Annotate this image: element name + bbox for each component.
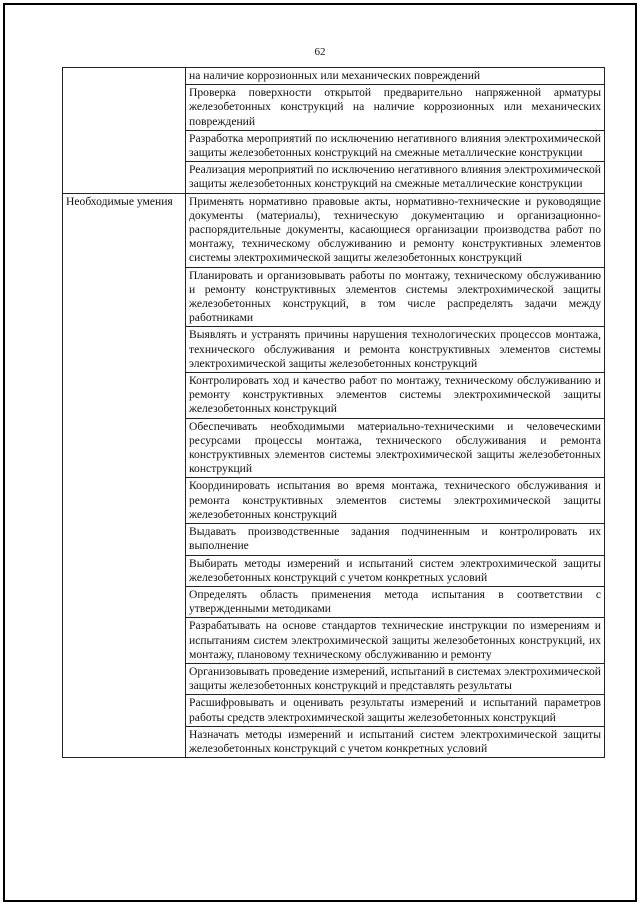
table-cell: Обеспечивать необходимыми материально-техническими и человеческими ресурсами процессы монтажа, технического обслуживания и ремонта конструктивных элементов системы электрохимической защиты железобетонных конструкций [186, 418, 605, 478]
table-cell: Расшифровывать и оценивать результаты измерений и испытаний параметров работы средств электрохимической защиты железобетонных конструкций [186, 695, 605, 726]
table-cell: Разрабатывать на основе стандартов технические инструкции по измерениям и испытаниям систем электрохимической защиты железобетонных конструкций, их монтажу, плановому техническому обслуживанию и ремонту [186, 618, 605, 664]
table-row [63, 68, 605, 85]
table-row [63, 193, 605, 267]
table-cell: Планировать и организовывать работы по монтажу, техническому обслуживанию и ремонту конструктивных элементов системы электрохимической защиты железобетонных конструкций, в том числе распределять задачи между работниками [186, 267, 605, 327]
table-cell: на наличие коррозионных или механических повреждений [186, 68, 605, 85]
table-cell: Выдавать производственные задания подчиненным и контролировать их выполнение [186, 524, 605, 555]
table-cell: Координировать испытания во время монтажа, технического обслуживания и ремонта конструктивных элементов системы электрохимической защиты железобетонных конструкций [186, 478, 605, 524]
requirements-table [62, 67, 605, 758]
table-cell: Проверка поверхности открытой предварительно напряженной арматуры железобетонных конструкций на наличие коррозионных или механических повреждений [186, 85, 605, 131]
table-cell: Применять нормативно правовые акты, нормативно-технические и руководящие документы (материалы), техническую документацию и организационно-распорядительные документы, касающиеся организации производства работ по монтажу, техническому обслуживанию и ремонту конструктивных элементов системы электрохимической защиты железобетонных конструкций [186, 193, 605, 267]
table-cell: Выявлять и устранять причины нарушения технологических процессов монтажа, технического обслуживания и ремонта конструктивных элементов системы электрохимической защиты железобетонных конструкций [186, 327, 605, 373]
table-cell: Реализация мероприятий по исключению негативного влияния электрохимической защиты железобетонных конструкций на смежные металлические конструкции [186, 162, 605, 193]
table-cell: Контролировать ход и качество работ по монтажу, техническому обслуживанию и ремонту конструктивных элементов системы электрохимической защиты железобетонных конструкций [186, 373, 605, 419]
table-cell: Организовывать проведение измерений, испытаний в системах электрохимической защиты железобетонных конструкций и представлять результаты [186, 663, 605, 694]
table-cell: Определять область применения метода испытания в соответствии с утвержденными методиками [186, 586, 605, 617]
page-number: 62 [314, 46, 326, 58]
table-cell: Разработка мероприятий по исключению негативного влияния электрохимической защиты железобетонных конструкций на смежные металлические конструкции [186, 130, 605, 161]
row-label [63, 68, 186, 194]
table-cell: Назначать методы измерений и испытаний систем электрохимической защиты железобетонных конструкций с учетом конкретных условий [186, 726, 605, 757]
row-label-skills: Необходимые умения [63, 193, 186, 758]
table-cell: Выбирать методы измерений и испытаний систем электрохимической защиты железобетонных конструкций с учетом конкретных условий [186, 555, 605, 586]
